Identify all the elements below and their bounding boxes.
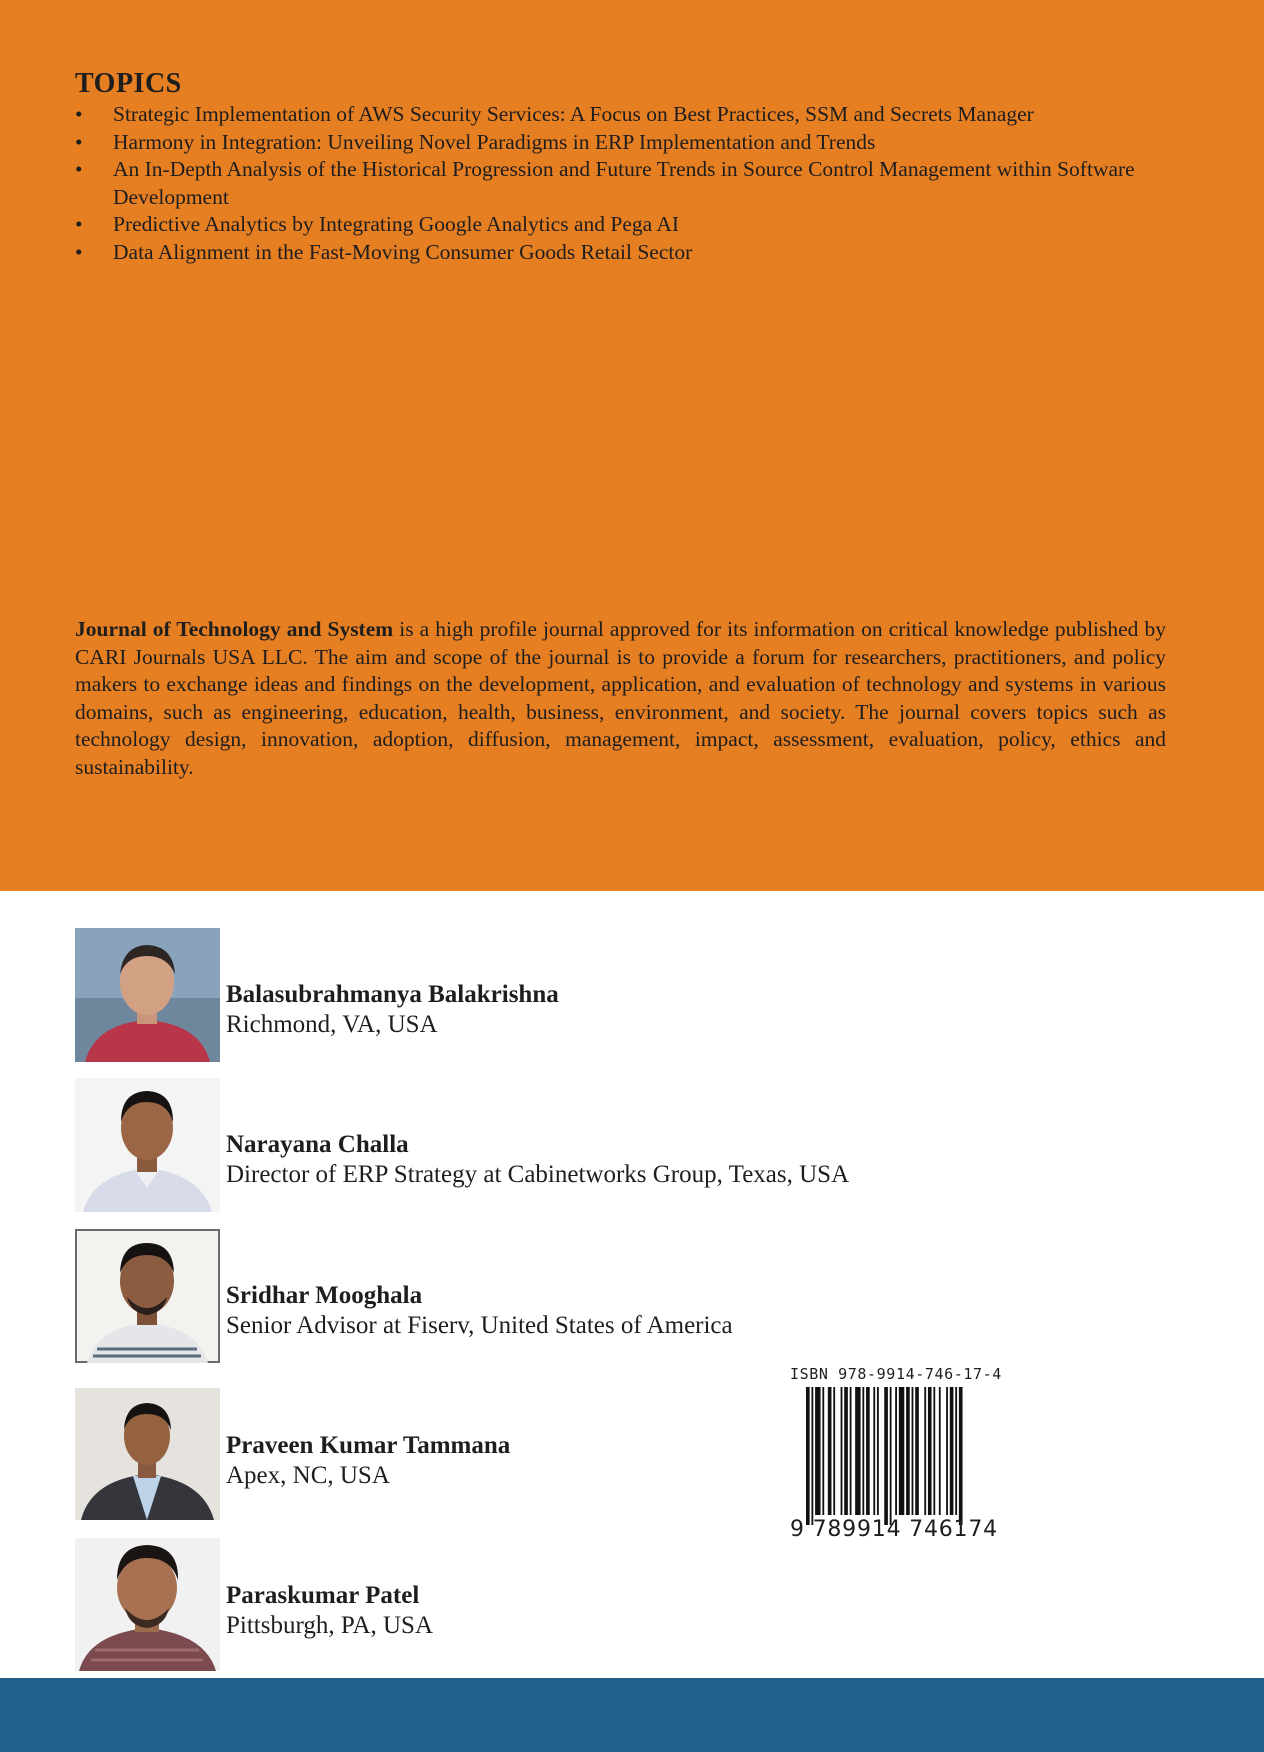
- topic-text: Strategic Implementation of AWS Security Services: A Focus on Best Practices, SSM and Secrets Manager: [113, 102, 1034, 126]
- person-photo-icon: [75, 1229, 220, 1363]
- author-photo: [75, 1078, 220, 1212]
- author-info: [226, 980, 559, 1040]
- barcode-bar: [855, 1387, 860, 1515]
- barcode-bar: [955, 1387, 957, 1515]
- author-photo: [75, 1538, 220, 1671]
- author-affiliation: Richmond, VA, USA: [226, 1011, 438, 1038]
- author-name: Sridhar Mooghala: [226, 1282, 423, 1309]
- journal-description-text: is a high profile journal approved for its information on critical knowledge published by CARI Journals USA LLC. The aim and scope of the journal is to provide a forum for researchers, practitioners, and policy makers to exchange ideas and findings on the development, application, and evaluation of technology and systems in various domains, such as engineering, education, health, business, environment, and society. The journal covers topics such as technology design, innovation, adoption, diffusion, management, impact, assessment, evaluation, policy, ethics and sustainability.: [75, 617, 1166, 779]
- author-entry: [75, 1229, 975, 1364]
- person-photo-icon: [75, 1388, 220, 1520]
- barcode-bar: [895, 1387, 897, 1515]
- topic-item: [75, 211, 1135, 239]
- bullet-icon: •: [75, 102, 83, 126]
- author-name: Praveen Kumar Tammana: [226, 1432, 511, 1459]
- barcode-bar: [866, 1387, 870, 1515]
- bullet-icon: •: [75, 239, 83, 264]
- barcode-bar: [873, 1387, 875, 1515]
- barcode-bar: [915, 1387, 919, 1515]
- topic-item: [75, 156, 1135, 211]
- barcode-bar: [877, 1387, 879, 1515]
- author-name: Paraskumar Patel: [226, 1582, 420, 1609]
- isbn-barcode-block: [790, 1365, 1002, 1542]
- barcode-bar: [844, 1387, 848, 1515]
- topic-text: Predictive Analytics by Integrating Google Analytics and Pega AI: [113, 212, 680, 236]
- barcode-bar: [828, 1387, 832, 1515]
- person-photo-icon: [75, 1078, 220, 1212]
- author-entry: [75, 928, 975, 1063]
- barcode-bar: [912, 1387, 914, 1515]
- author-name: Balasubrahmanya Balakrishna: [226, 981, 559, 1008]
- barcode-bar: [924, 1387, 926, 1515]
- bullet-icon: •: [75, 157, 83, 181]
- barcode-bar: [850, 1387, 852, 1515]
- author-photo: [75, 1388, 220, 1520]
- topic-item: [75, 101, 1135, 129]
- barcode-bar: [959, 1387, 963, 1525]
- barcode-bar: [811, 1387, 813, 1525]
- topics-heading: TOPICS: [75, 68, 182, 99]
- author-name: Narayana Challa: [226, 1131, 409, 1158]
- author-info: [226, 1581, 433, 1641]
- author-entry: [75, 1538, 975, 1673]
- author-affiliation: Director of ERP Strategy at Cabinetworks Group, Texas, USA: [226, 1161, 850, 1188]
- barcode-bar: [950, 1387, 954, 1515]
- author-info: [226, 1130, 849, 1190]
- barcode-bar: [862, 1387, 864, 1515]
- barcode-bar: [890, 1387, 892, 1525]
- barcode-bar: [946, 1387, 948, 1515]
- barcode-bar: [928, 1387, 932, 1515]
- bullet-icon: •: [75, 212, 83, 236]
- barcode-bar: [806, 1387, 810, 1525]
- barcode-bar: [899, 1387, 904, 1515]
- barcode-icon: [790, 1387, 995, 1525]
- author-photo: [75, 928, 220, 1062]
- author-info: [226, 1431, 510, 1491]
- barcode-digits: 9 789914 746174: [790, 1517, 998, 1542]
- barcode-bar: [906, 1387, 910, 1515]
- isbn-label: ISBN 978-9914-746-17-4: [790, 1365, 1002, 1383]
- barcode-bar: [833, 1387, 835, 1515]
- author-affiliation: Pittsburgh, PA, USA: [226, 1612, 434, 1639]
- journal-name: Journal of Technology and System: [75, 617, 394, 641]
- barcode-bar: [841, 1387, 843, 1515]
- author-affiliation: Apex, NC, USA: [226, 1462, 390, 1489]
- blue-footer-band: [0, 1678, 1264, 1752]
- author-affiliation: Senior Advisor at Fiserv, United States of America: [226, 1312, 733, 1339]
- barcode-bar: [933, 1387, 935, 1515]
- topic-text: Harmony in Integration: Unveiling Novel Paradigms in ERP Implementation and Trends: [113, 129, 876, 154]
- barcode-bar: [884, 1387, 888, 1525]
- author-photo: [75, 1229, 220, 1363]
- topic-item: [75, 129, 1135, 157]
- topic-text: Data Alignment in the Fast-Moving Consumer Goods Retail Sector: [113, 239, 693, 264]
- author-info: [226, 1281, 733, 1341]
- barcode-bar: [939, 1387, 941, 1515]
- journal-description: [75, 616, 1166, 782]
- topic-text: An In-Depth Analysis of the Historical Progression and Future Trends in Source Control Management within Software Development: [113, 157, 1135, 209]
- barcode-bar: [815, 1387, 820, 1515]
- topics-list: [75, 101, 1135, 266]
- author-entry: [75, 1078, 975, 1213]
- person-photo-icon: [75, 1538, 220, 1671]
- person-photo-icon: [75, 928, 220, 1062]
- barcode-bar: [822, 1387, 824, 1515]
- topic-item: [75, 239, 1135, 267]
- bullet-icon: •: [75, 129, 83, 154]
